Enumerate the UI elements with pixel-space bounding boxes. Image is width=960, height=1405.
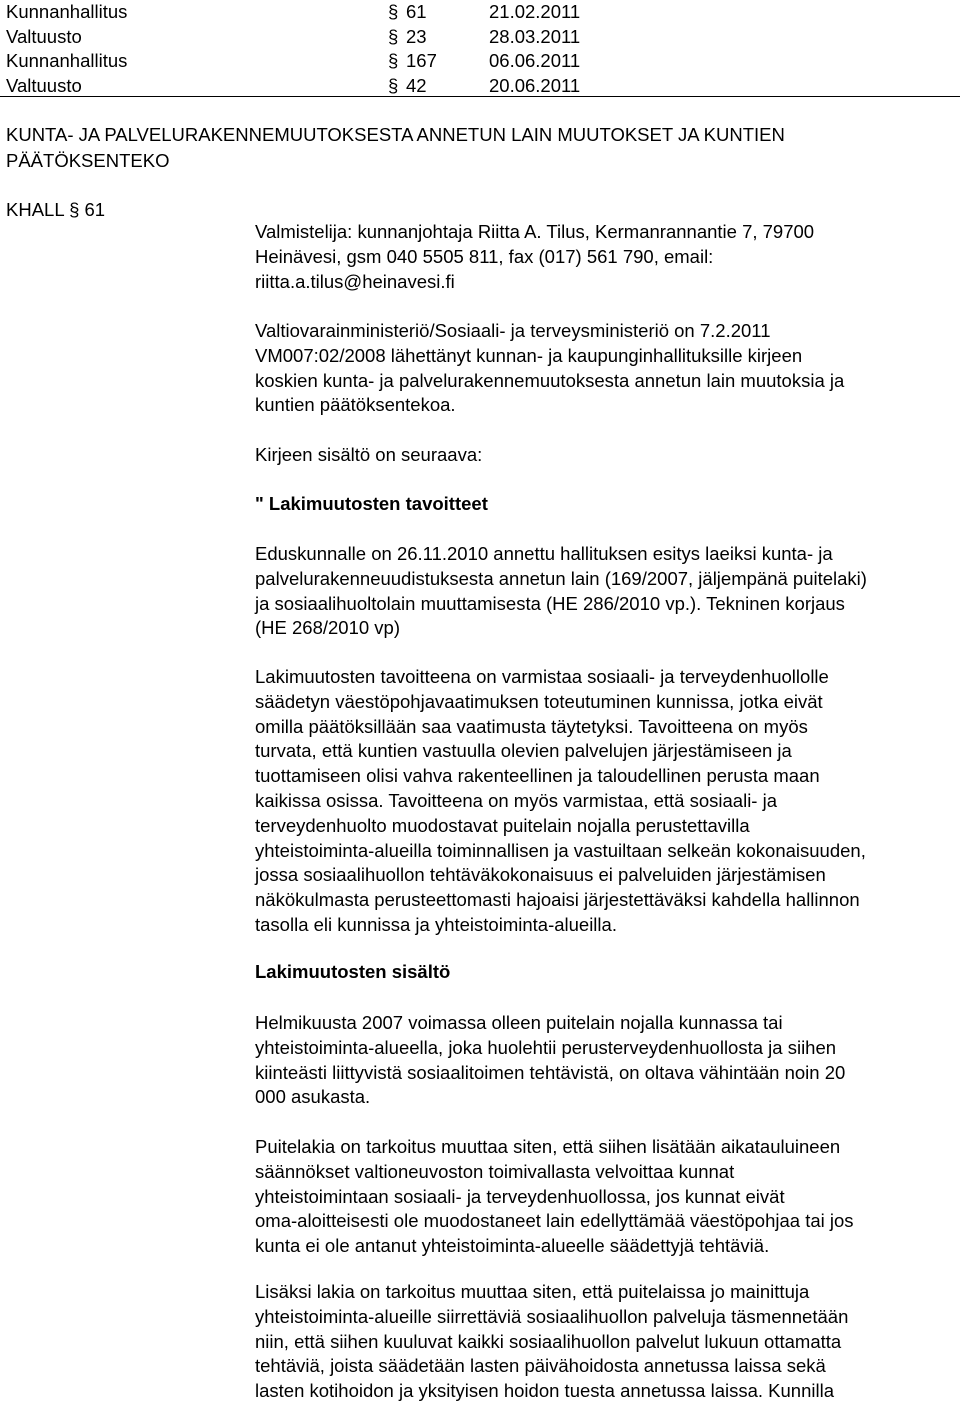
paragraph-line: lasten kotihoidon ja yksityisen hoidon tuesta annetussa laissa. Kunnilla — [255, 1380, 835, 1402]
paragraph-goals — [255, 665, 945, 938]
meeting-header — [6, 0, 960, 98]
paragraph-line: ja sosiaalihuoltolain muuttamisesta (HE 286/2010 vp.). Tekninen korjaus — [255, 592, 845, 614]
preparer-line: Heinävesi, gsm 040 5505 811, fax (017) 561 790, email: — [255, 245, 714, 267]
meeting-date: 21.02.2011 — [489, 1, 581, 22]
paragraph-line: yhteistoiminta-alueilla toiminnallisen ja vastuiltaan selkeän kokonaisuuden, — [255, 839, 866, 861]
paragraph-proposal — [255, 542, 945, 641]
paragraph-line: turvata, että kuntien vastuulla olevien palvelujen järjestämiseen ja — [255, 740, 792, 762]
paragraph-line: säännökset valtioneuvoston toimivallasta velvoittaa kunnat — [255, 1160, 735, 1182]
paragraph-line: oma-aloitteisesti ole muodostaneet lain edellyttämää väestöpohjaa tai jos — [255, 1210, 854, 1232]
document-title: KUNTA- JA PALVELURAKENNEMUUTOKSESTA ANNETUN LAIN MUUTOKSET JA KUNTIEN PÄÄTÖKSENTEKO — [6, 124, 785, 171]
paragraph-line: omilla päätöksillään saa vaatimusta täytetyksi. Tavoitteena on myös — [255, 715, 808, 737]
meeting-date: 20.06.2011 — [489, 74, 581, 96]
paragraph-line: kiinteästi liittyvistä sosiaalitoimen tehtävistä, on oltava vähintään noin 20 — [255, 1061, 846, 1083]
khall-section-label: KHALL § 61 — [6, 199, 106, 220]
meeting-body: Kunnanhallitus — [6, 1, 128, 22]
meeting-row — [6, 25, 960, 50]
paragraph-line: (HE 268/2010 vp) — [255, 617, 401, 639]
paragraph-line: Puitelakia on tarkoitus muuttaa siten, että siihen lisätään aikatauluineen — [255, 1136, 841, 1157]
paragraph-line: yhteistoiminta-alueella, joka huolehtii perusterveydenhuollosta ja siihen — [255, 1036, 837, 1058]
preparer-line: Valmistelija: kunnanjohtaja Riitta A. Tilus, Kermanrannantie 7, 79700 — [255, 221, 815, 242]
paragraph-line: kunta ei ole antanut yhteistoiminta-alueelle säädettyjä tehtäviä. — [255, 1235, 770, 1257]
ministry-line: VM007:02/2008 lähettänyt kunnan- ja kaupunginhallituksille kirjeen — [255, 344, 803, 366]
section-sign: § — [388, 1, 399, 22]
paragraph-line: palvelurakenneuudistuksesta annetun lain (169/2007, jäljempänä puitelaki) — [255, 567, 867, 589]
paragraph-line: säädetyn väestöpohjavaatimuksen toteutuminen kunnissa, jotka eivät — [255, 690, 823, 712]
section-number: 42 — [406, 74, 427, 96]
paragraph-line: Helmikuusta 2007 voimassa olleen puitelain nojalla kunnassa tai — [255, 1012, 783, 1033]
paragraph-line: 000 asukasta. — [255, 1086, 371, 1108]
paragraph-line: tuottamiseen olisi vahva rakenteellinen ja taloudellinen perusta maan — [255, 765, 820, 787]
paragraph-line: niin, että siihen kuuluvat kaikki sosiaalihuollon palvelut lukuun ottamatta — [255, 1330, 842, 1352]
section-number: 23 — [406, 25, 427, 47]
meeting-date: 06.06.2011 — [489, 50, 581, 71]
paragraph-line: näkökulmasta perusteettomasti hajoaisi järjestettäväksi kahdella hallinnon — [255, 889, 860, 911]
letter-intro: Kirjeen sisältö on seuraava: — [255, 444, 483, 465]
header-divider — [0, 96, 960, 97]
paragraph-line: yhteistoimintaan sosiaali- ja terveydenhuollossa, jos kunnat eivät — [255, 1185, 785, 1207]
meeting-body: Valtuusto — [6, 25, 82, 47]
paragraph-framework-law — [255, 1011, 945, 1110]
meeting-date: 28.03.2011 — [489, 25, 581, 47]
meeting-row — [6, 49, 960, 74]
ministry-line: koskien kunta- ja palvelurakennemuutoksesta annetun lain muutoksia ja — [255, 369, 845, 391]
preparer-line: riitta.a.tilus@heinavesi.fi — [255, 270, 455, 292]
paragraph-amendment — [255, 1135, 945, 1259]
ministry-line: Valtiovarainministeriö/Sosiaali- ja terveysministeriö on 7.2.2011 — [255, 320, 771, 341]
meeting-row — [6, 0, 960, 25]
section-sign: § — [388, 25, 399, 47]
preparer-block — [255, 220, 945, 294]
section-number: 61 — [406, 1, 427, 22]
paragraph-line: tehtäviä, joista säädetään lasten päivähoidosta annetussa laissa sekä — [255, 1355, 826, 1377]
meeting-row — [6, 74, 960, 99]
heading-goals: " Lakimuutosten tavoitteet — [255, 493, 488, 514]
paragraph-line: Eduskunnalle on 26.11.2010 annettu hallituksen esitys laeiksi kunta- ja — [255, 543, 833, 564]
paragraph-line: Lakimuutosten tavoitteena on varmistaa sosiaali- ja terveydenhuollolle — [255, 666, 829, 687]
paragraph-social-services — [255, 1280, 945, 1404]
paragraph-line: jossa sosiaalihuollon tehtäväkokonaisuus ei palveluiden järjestämisen — [255, 864, 826, 886]
ministry-line: kuntien päätöksentekoa. — [255, 394, 456, 416]
paragraph-line: yhteistoiminta-alueille siirrettäviä sosiaalihuollon palveluja täsmennetään — [255, 1305, 849, 1327]
meeting-body: Valtuusto — [6, 74, 82, 96]
section-number: 167 — [406, 50, 437, 71]
paragraph-line: tasolla eli kunnissa ja yhteistoiminta-alueilla. — [255, 913, 617, 935]
meeting-body: Kunnanhallitus — [6, 50, 128, 71]
ministry-paragraph — [255, 319, 945, 418]
paragraph-line: terveydenhuolto muodostavat puitelain nojalla perustettavilla — [255, 814, 750, 836]
section-sign: § — [388, 74, 399, 96]
paragraph-line: kaikissa osissa. Tavoitteena on myös varmistaa, että sosiaali- ja — [255, 789, 778, 811]
paragraph-line: Lisäksi lakia on tarkoitus muuttaa siten, että puitelaissa jo mainittuja — [255, 1281, 810, 1302]
section-sign: § — [388, 50, 399, 71]
heading-content: Lakimuutosten sisältö — [255, 961, 451, 982]
